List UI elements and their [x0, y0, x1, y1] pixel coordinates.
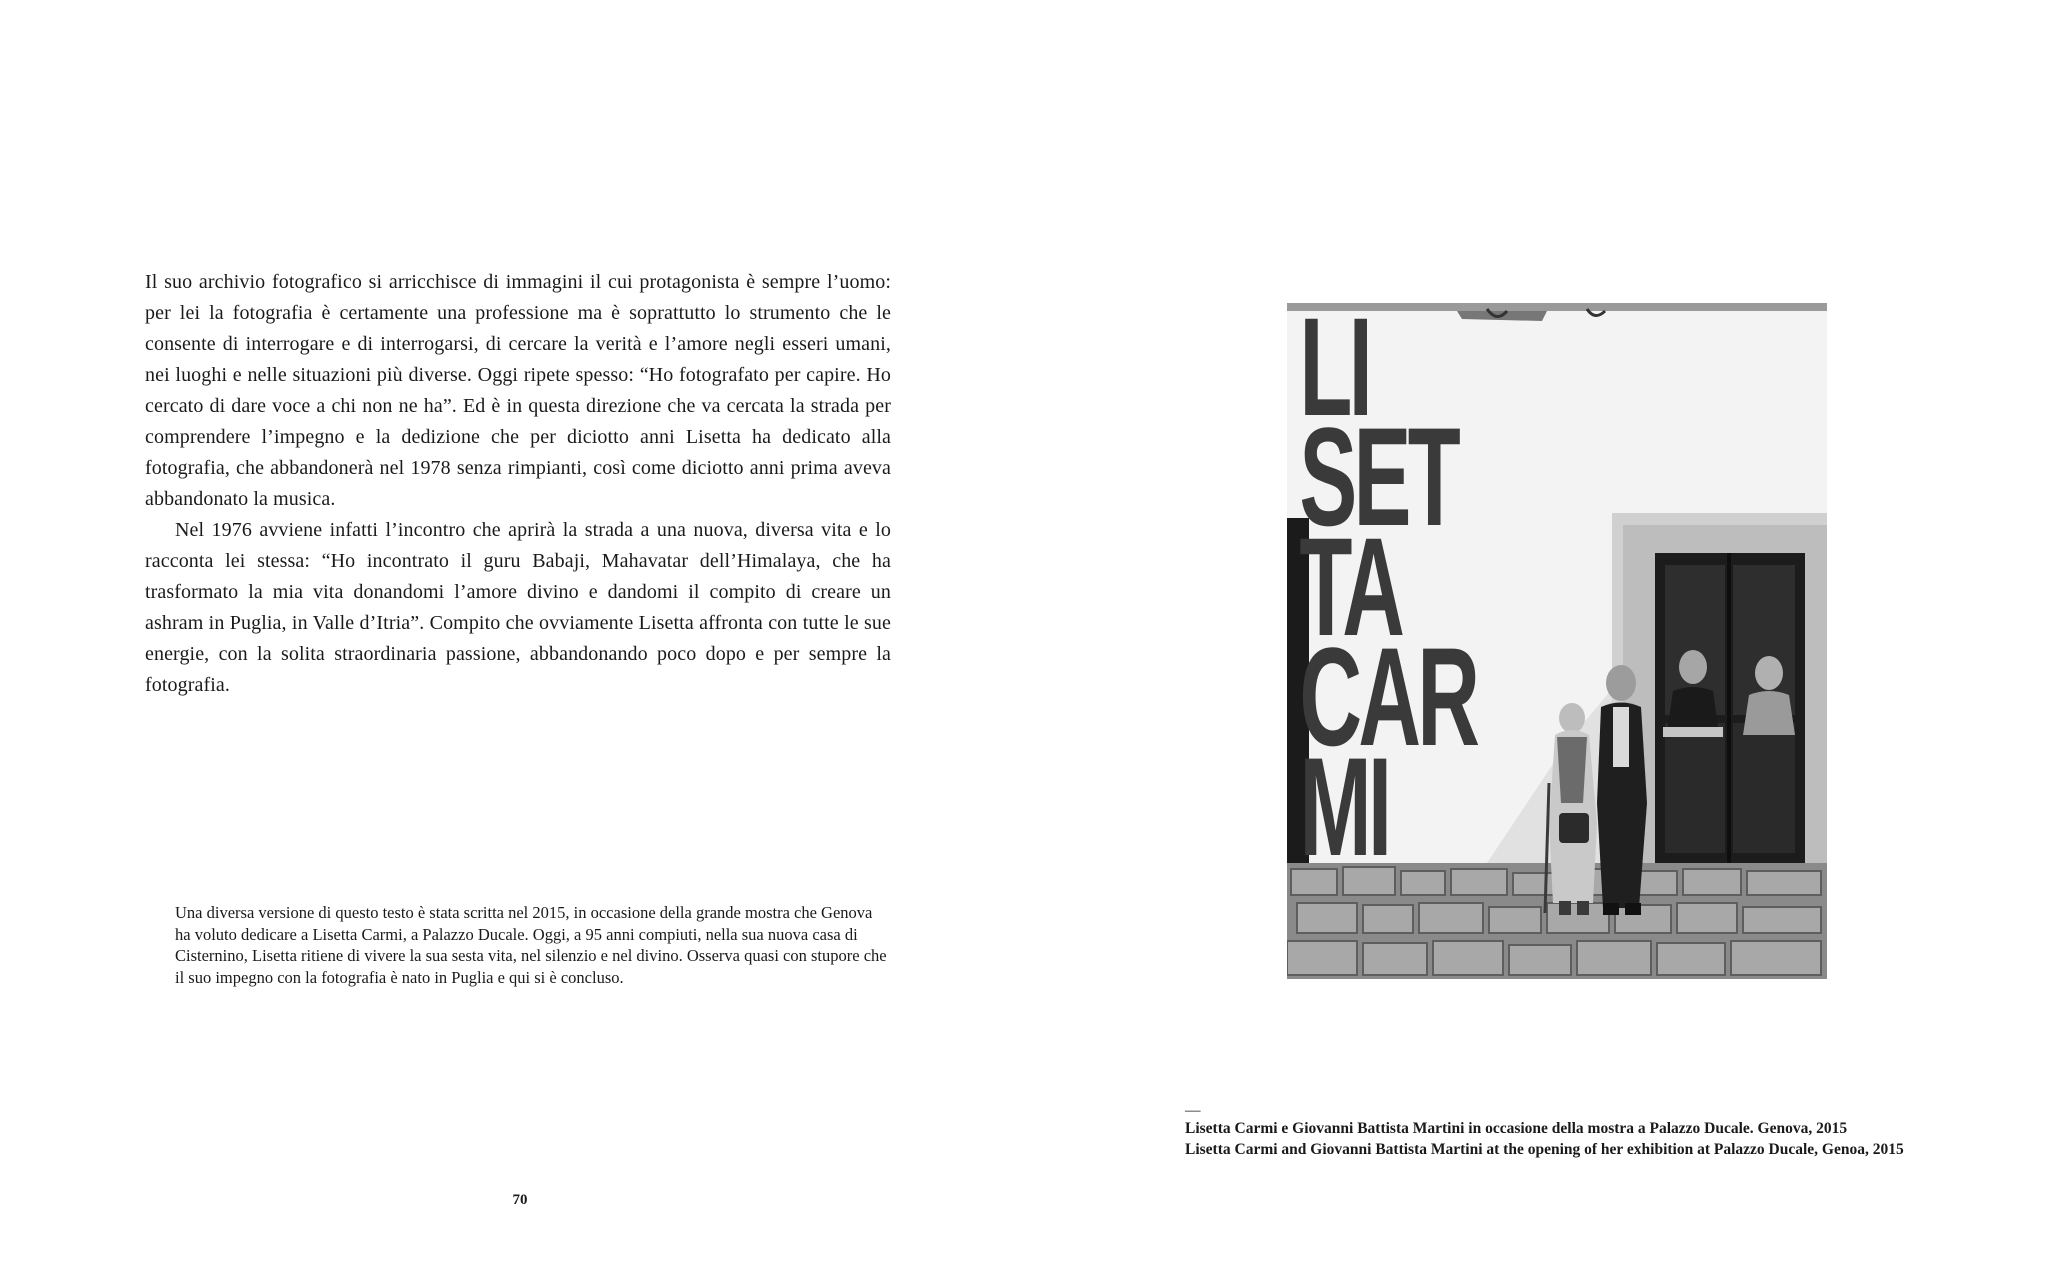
caption-english: Lisetta Carmi and Giovanni Battista Martini at the opening of her exhibition at Palazzo Ducale, Genoa, 2015 — [1185, 1141, 1904, 1158]
wall-text-line-5: MI — [1299, 728, 1389, 886]
page-number: 70 — [512, 1192, 528, 1208]
paragraph-2: Nel 1976 avviene infatti l’incontro che aprirà la strada a una nuova, diversa vita e lo racconta lei stessa: “Ho incontrato il guru Babaji, Mahavatar dell’Himalaya, che ha trasformato la mia vita donandomi l’amore divino e dandomi il compito di creare un ashram in Puglia, in Valle d’Itria”. Compito che ovviamente Lisetta affronta con tutte le sue energie, con la solita straordinaria passione, abbandonando poco dopo e per sempre la fotografia. — [145, 519, 891, 696]
footnote: Una diversa versione di questo testo è stata scritta nel 2015, in occasione della grande mostra che Genova ha voluto dedicare a Lisetta Carmi, a Palazzo Ducale. Oggi, a 95 anni compiuti, nella sua nuova casa di Cisternino, Lisetta ritiene di vivere la sua sesta vita, nel silenzio e nel divino. Osserva quasi con stupore che il suo impegno con la fotografia è nato in Puglia e qui si è concluso. — [175, 903, 887, 987]
wall-text-line-4: CAR — [1299, 618, 1477, 776]
photo-caption — [1185, 1104, 1985, 1160]
paragraph-1: Il suo archivio fotografico si arricchisce di immagini il cui protagonista è sempre l’uomo: per lei la fotografia è certamente una professione ma è soprattutto lo strumento che le consente di interrogare e di interrogarsi, di cercare la verità e l’amore negli esseri umani, nei luoghi e nelle situazioni più diverse. Oggi ripete spesso: “Ho fotografato per capire. Ho cercato di dare voce a chi non ne ha”. Ed è in questa direzione che va cercata la strada per comprendere l’impegno e la dedizione che per diciotto anni Lisetta ha dedicato alla fotografia, che abbandonerà nel 1978 senza rimpianti, così come diciotto anni prima aveva abbandonato la musica. — [145, 271, 891, 510]
wall-text-line-1: LI — [1299, 303, 1370, 446]
caption-italian: Lisetta Carmi e Giovanni Battista Martini in occasione della mostra a Palazzo Ducale. Genova, 2015 — [1185, 1120, 1848, 1137]
wall-text-line-3: TA — [1299, 508, 1402, 666]
wall-text-line-2: SET — [1299, 398, 1458, 556]
photograph — [1287, 303, 1827, 979]
caption-dash: — — [1185, 1102, 1201, 1119]
photo-illustration — [1287, 303, 1827, 979]
body-text — [145, 267, 891, 701]
